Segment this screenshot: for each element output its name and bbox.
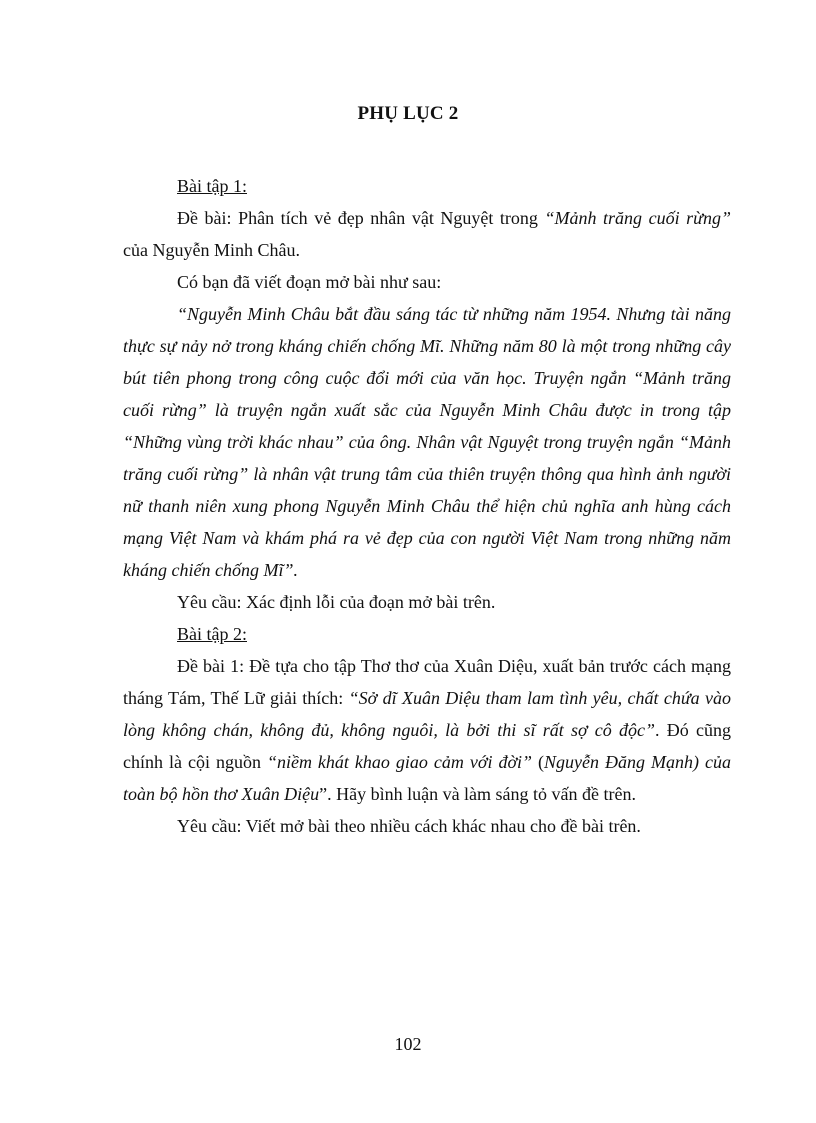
author-attribution: Nguyễn Đăng Mạnh) của toàn bộ hồn thơ Xuân Diệu (123, 752, 731, 804)
prompt-text: Đề bài 1: Đề tựa cho tập Thơ thơ của Xuân Diệu, xuất bản trước cách mạng tháng Tám, Thế Lữ giải thích: (123, 656, 731, 708)
page-number: 102 (394, 1034, 422, 1054)
exercise-1-requirement: Yêu cầu: Xác định lỗi của đoạn mở bài trên. (177, 592, 496, 612)
exercise-2-prompt (123, 650, 731, 810)
nguon-quote: “niềm khát khao giao cảm với đời” (266, 752, 533, 772)
document-body (123, 170, 731, 842)
prompt-text: Đề bài: Phân tích vẻ đẹp nhân vật Nguyệt trong (177, 208, 545, 228)
work-title: “Mảnh trăng cuối rừng” (544, 208, 731, 228)
prompt-text-mid: . Đó cũng chính là cội nguồn (123, 720, 731, 772)
paren-open: ( (532, 752, 545, 772)
exercise-1-heading (123, 170, 731, 202)
exercise-1-prompt (123, 202, 731, 266)
exercise-1-intro: Có bạn đã viết đoạn mở bài như sau: (177, 272, 442, 292)
the-lu-quote: “Sở dĩ Xuân Diệu tham lam tình yêu, chất chứa vào lòng không chán, không đủ, không nguôi, là bởi thi sĩ rất sợ cô độc” (123, 688, 731, 740)
prompt-text-end: của Nguyễn Minh Châu. (123, 240, 300, 260)
exercise-2-heading (123, 618, 731, 650)
exercise-2-heading-text: Bài tập 2: (177, 624, 247, 644)
sample-opening-quote: “Nguyễn Minh Châu bắt đầu sáng tác từ những năm 1954. Nhưng tài năng thực sự nảy nở trong kháng chiến chống Mĩ. Những năm 80 là một trong những cây bút tiên phong trong công cuộc đổi mới của văn học. Truyện ngắn “Mảnh trăng cuối rừng” là truyện ngắn xuất sắc của Nguyễn Minh Châu được in trong tập “Những vùng trời khác nhau” của ông. Nhân vật Nguyệt trong truyện ngắn “Mảnh trăng cuối rừng” là nhân vật trung tâm của thiên truyện thông qua hình ảnh người nữ thanh niên xung phong Nguyễn Minh Châu thể hiện chủ nghĩa anh hùng cách mạng Việt Nam và khám phá ra vẻ đẹp của con người Việt Nam trong những năm kháng chiến chống Mĩ”. (123, 304, 731, 580)
exercise-2-requirement: Yêu cầu: Viết mở bài theo nhiều cách khác nhau cho đề bài trên. (177, 816, 641, 836)
prompt-text-end: ”. Hãy bình luận và làm sáng tỏ vấn đề trên. (319, 784, 637, 804)
appendix-title: PHỤ LỤC 2 (357, 103, 459, 124)
exercise-1-heading-text: Bài tập 1: (177, 176, 247, 196)
